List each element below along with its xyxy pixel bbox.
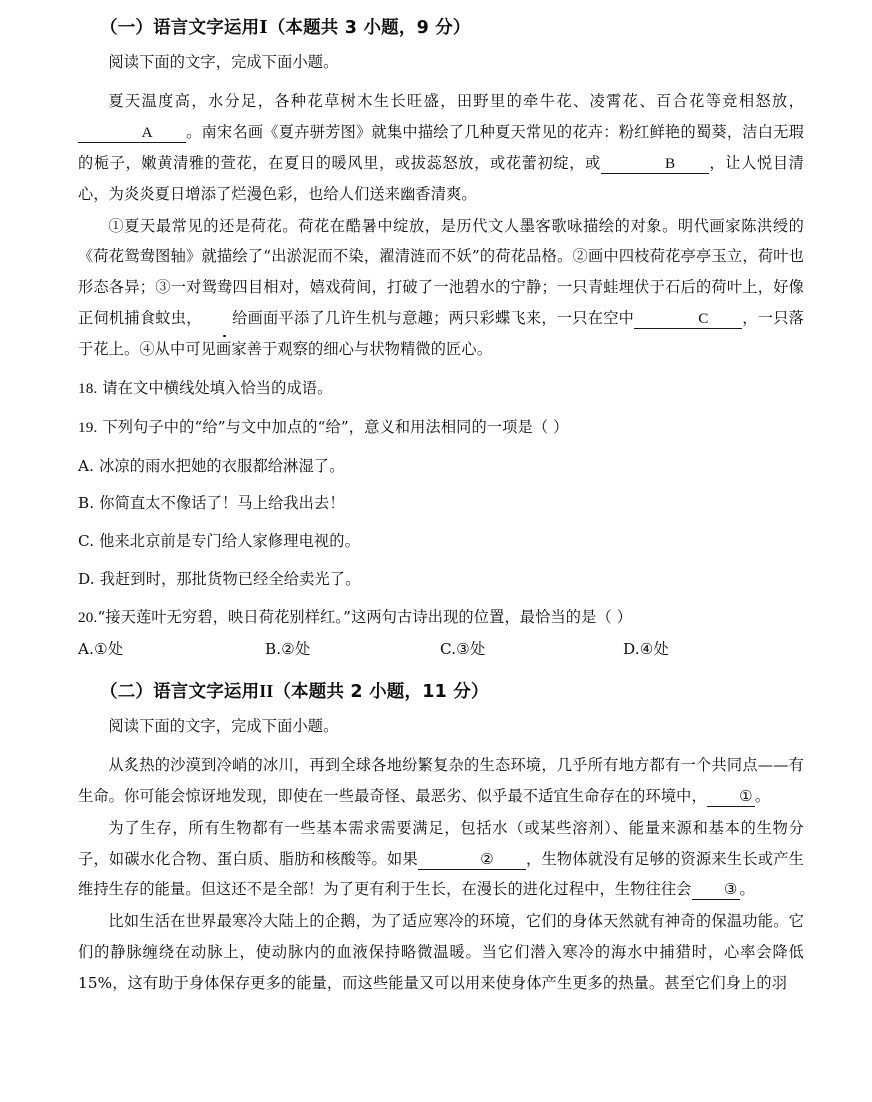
passage1-text-part-1: 夏天温度高，水分足，各种花草树木生长旺盛，田野里的牵牛花、凌霄花、百合花等竞相怒放， xyxy=(108,92,804,111)
section-one-heading-roman: Ⅰ xyxy=(259,17,268,37)
section-two-passage-paragraph-1 xyxy=(78,750,804,812)
spacer xyxy=(78,595,804,602)
spacer xyxy=(78,405,804,412)
section-two-instruction: 阅读下面的文字，完成下面小题。 xyxy=(108,717,339,736)
section-one-passage-paragraph-1 xyxy=(78,86,804,209)
blank-c[interactable]: C xyxy=(634,309,742,329)
spacer xyxy=(78,444,804,451)
section-two-passage-paragraph-2 xyxy=(78,813,804,906)
question-20-option-b[interactable]: B.②处 xyxy=(265,639,311,658)
s2-passage1-text-part-1: 从炙热的沙漠到冷峭的冰川，再到全球各地纷繁复杂的生态环境，几乎所有地方都有一个共同点——有生命。你可能会惊讶地发现，即使在一些最奇怪、最恶劣、似乎最不适宜生命存在的环境中， xyxy=(78,755,804,805)
question-19-option-d[interactable]: D. 我赶到时，那批货物已经全给卖光了。 xyxy=(78,570,361,589)
section-two-heading xyxy=(78,678,804,705)
question-18-number: 18. xyxy=(78,379,98,397)
question-18 xyxy=(78,373,804,405)
section-two-passage-paragraph-3: 比如生活在世界最寒冷大陆上的企鹅，为了适应寒冷的环境，它们的身体天然就有神奇的保温功能。它们的静脉缠绕在动脉上，使动脉内的血液保持略微温暖。当它们潜入寒冷的海水中捕猎时，心率会降低15%，这有助于身体保存更多的能量，而这些能量又可以用来使身体产生更多的热量。甚至它们身上的羽 xyxy=(78,912,804,992)
s2-passage1-text-part-2: 。 xyxy=(754,786,771,805)
section-two-heading-suffix: （本题共 2 小题，11 分） xyxy=(273,681,489,702)
passage2-text-part-2: 画面平添了几许生机与意趣；两只彩蝶飞来，一只在空中 xyxy=(247,309,635,328)
section-two-heading-roman: II xyxy=(259,680,274,701)
spacer xyxy=(78,79,804,86)
passage1-text-part-2: 。南宋名画《夏卉骈芳图》就集中描绘了几种夏天常见的花卉：粉红鲜艳的蜀葵，洁白无瑕的栀子，嫩黄清雅的萱花，在夏日的暖风里，或拔蕊怒放，或花蕾初绽，或 xyxy=(78,122,804,172)
emphasis-marked-char: 给 xyxy=(202,303,248,334)
passage2-text-part-3: ，一只落于花上。④从中可见画家善于观察的细心与状物精微的匠心。 xyxy=(78,309,804,358)
question-20 xyxy=(78,602,804,634)
s2-passage2-text-part-2: ，生物体就没有足够的资源来生长或产生维持生存的能量。但这还不是全部！为了更有利于生长，在漫长的进化过程中，生物往往会 xyxy=(78,849,804,899)
blank-1[interactable]: ① xyxy=(707,787,755,807)
passage1-text-part-3: ，让人悦目清心，为炎炎夏日增添了烂漫色彩，也给人们送来幽香清爽。 xyxy=(78,153,804,203)
section-one-passage-paragraph-2 xyxy=(78,211,804,365)
question-20-option-a[interactable]: A.①处 xyxy=(78,639,124,658)
question-19-text: 下列句子中的“给”与文中加点的“给”，意义和用法相同的一项是（ ） xyxy=(102,417,569,436)
s2-passage2-text-part-1: 为了生存，所有生物都有一些基本需求需要满足，包括水（或某些溶剂）、能量来源和基本的生物分子，如碳水化合物、蛋白质、脂肪和核酸等。如果 xyxy=(78,818,804,868)
question-19-option-a[interactable]: A. 冰凉的雨水把她的衣服都给淋湿了。 xyxy=(78,456,345,475)
spacer xyxy=(78,481,804,488)
spacer xyxy=(78,557,804,564)
s2-passage2-text-part-3: 。 xyxy=(739,880,755,899)
question-19-number: 19. xyxy=(78,418,98,436)
question-19-option-c[interactable]: C. 他来北京前是专门给人家修理电视的。 xyxy=(78,532,360,551)
spacer xyxy=(78,519,804,526)
passage2-text-part-1: ①夏天最常见的还是荷花。荷花在酷暑中绽放，是历代文人墨客歌咏描绘的对象。明代画家陈洪绶的《荷花鸳鸯图轴》就描绘了“出淤泥而不染，濯清涟而不妖”的荷花品格。②画中四枝荷花亭亭玉立，荷叶也形态各异；③一对鸳鸯四目相对，嬉戏荷间，打破了一池碧水的宁静；一只青蛙埋伏于石后的荷叶上，好像正伺机捕食蚊虫， xyxy=(78,216,804,328)
blank-a[interactable]: A xyxy=(78,123,186,143)
question-20-option-c[interactable]: C.③处 xyxy=(440,639,486,658)
question-19-option-b[interactable]: B. 你简直太不像话了！马上给我出去！ xyxy=(78,494,345,513)
section-one-heading-prefix: （一）语言文字运用 xyxy=(100,18,260,38)
question-18-text: 请在文中横线处填入恰当的成语。 xyxy=(102,378,333,397)
spacer xyxy=(78,665,804,678)
section-one-heading xyxy=(78,14,804,41)
question-19 xyxy=(78,412,804,444)
section-two-heading-prefix: （二）语言文字运用 xyxy=(100,681,260,702)
blank-2[interactable]: ② xyxy=(418,850,526,870)
blank-b[interactable]: B xyxy=(601,154,709,174)
question-20-option-d[interactable]: D.④处 xyxy=(623,639,669,658)
question-20-option-row xyxy=(78,634,804,665)
section-one-instruction: 阅读下面的文字，完成下面小题。 xyxy=(108,53,339,72)
section-one-heading-suffix: （本题共 3 小题，9 分） xyxy=(267,18,471,38)
spacer xyxy=(78,366,804,373)
blank-3[interactable]: ③ xyxy=(692,880,740,900)
question-20-text: “接天莲叶无穷碧，映日荷花别样红。”这两句古诗出现的位置，最恰当的是（ ） xyxy=(97,608,633,626)
question-20-number: 20. xyxy=(78,609,98,626)
spacer xyxy=(78,743,804,750)
